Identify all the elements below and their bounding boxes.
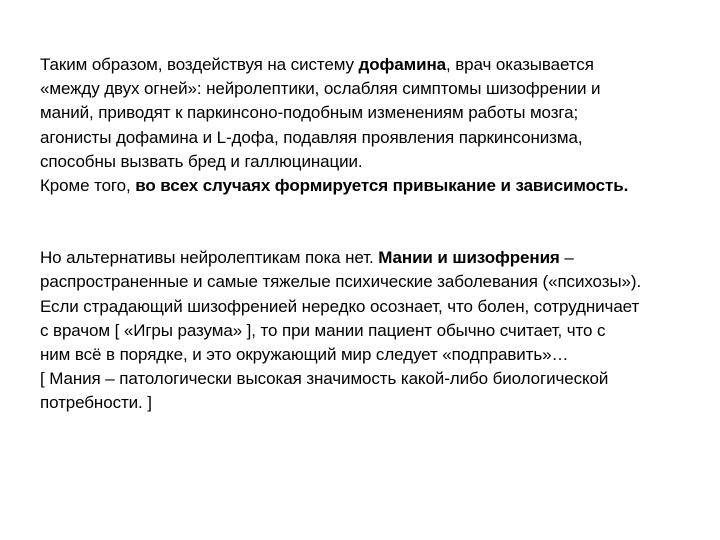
slide-text-body <box>40 53 700 416</box>
text-line <box>40 174 700 198</box>
text-line: ним всё в порядке, и это окружающий мир следует «подправить»… <box>40 345 569 365</box>
paragraph-mania-schizophrenia <box>40 246 700 415</box>
text-run: Но альтернативы нейролептикам пока нет. <box>40 248 379 268</box>
text-line: [ Мания – патологически высокая значимость какой-либо биологической <box>40 369 609 389</box>
paragraph-dopamine <box>40 53 700 198</box>
bold-statement-addiction: во всех случаях формируется привыкание и зависимость. <box>135 176 629 196</box>
text-line: потребности. ] <box>40 393 152 413</box>
text-line: Если страдающий шизофренией нередко осознает, что болен, сотрудничает <box>40 296 640 316</box>
text-run: Таким образом, воздействуя на систему <box>40 55 359 74</box>
text-line: агонисты дофамина и L-дофа, подавляя проявления паркинсонизма, <box>40 127 583 147</box>
text-line <box>40 53 700 77</box>
text-line: маний, приводят к паркинсоно-подобным изменениям работы мозга; <box>40 103 579 123</box>
text-run: – <box>559 248 574 268</box>
text-run: , врач оказывается <box>445 55 594 74</box>
text-line: распространенные и самые тяжелые психические заболевания («психозы»). <box>40 272 642 292</box>
text-line: «между двух огней»: нейролептики, ослабляя симптомы шизофрении и <box>40 79 601 99</box>
bold-term-dopamine: дофамина <box>358 55 446 74</box>
text-line: с врачом [ «Игры разума» ], то при мании пациент обычно считает, что с <box>40 320 606 340</box>
bold-term-mania-schizophrenia: Мании и шизофрения <box>378 248 560 268</box>
text-line <box>40 246 700 270</box>
text-line: способны вызвать бред и галлюцинации. <box>40 151 363 171</box>
text-run: Кроме того, <box>40 176 136 196</box>
